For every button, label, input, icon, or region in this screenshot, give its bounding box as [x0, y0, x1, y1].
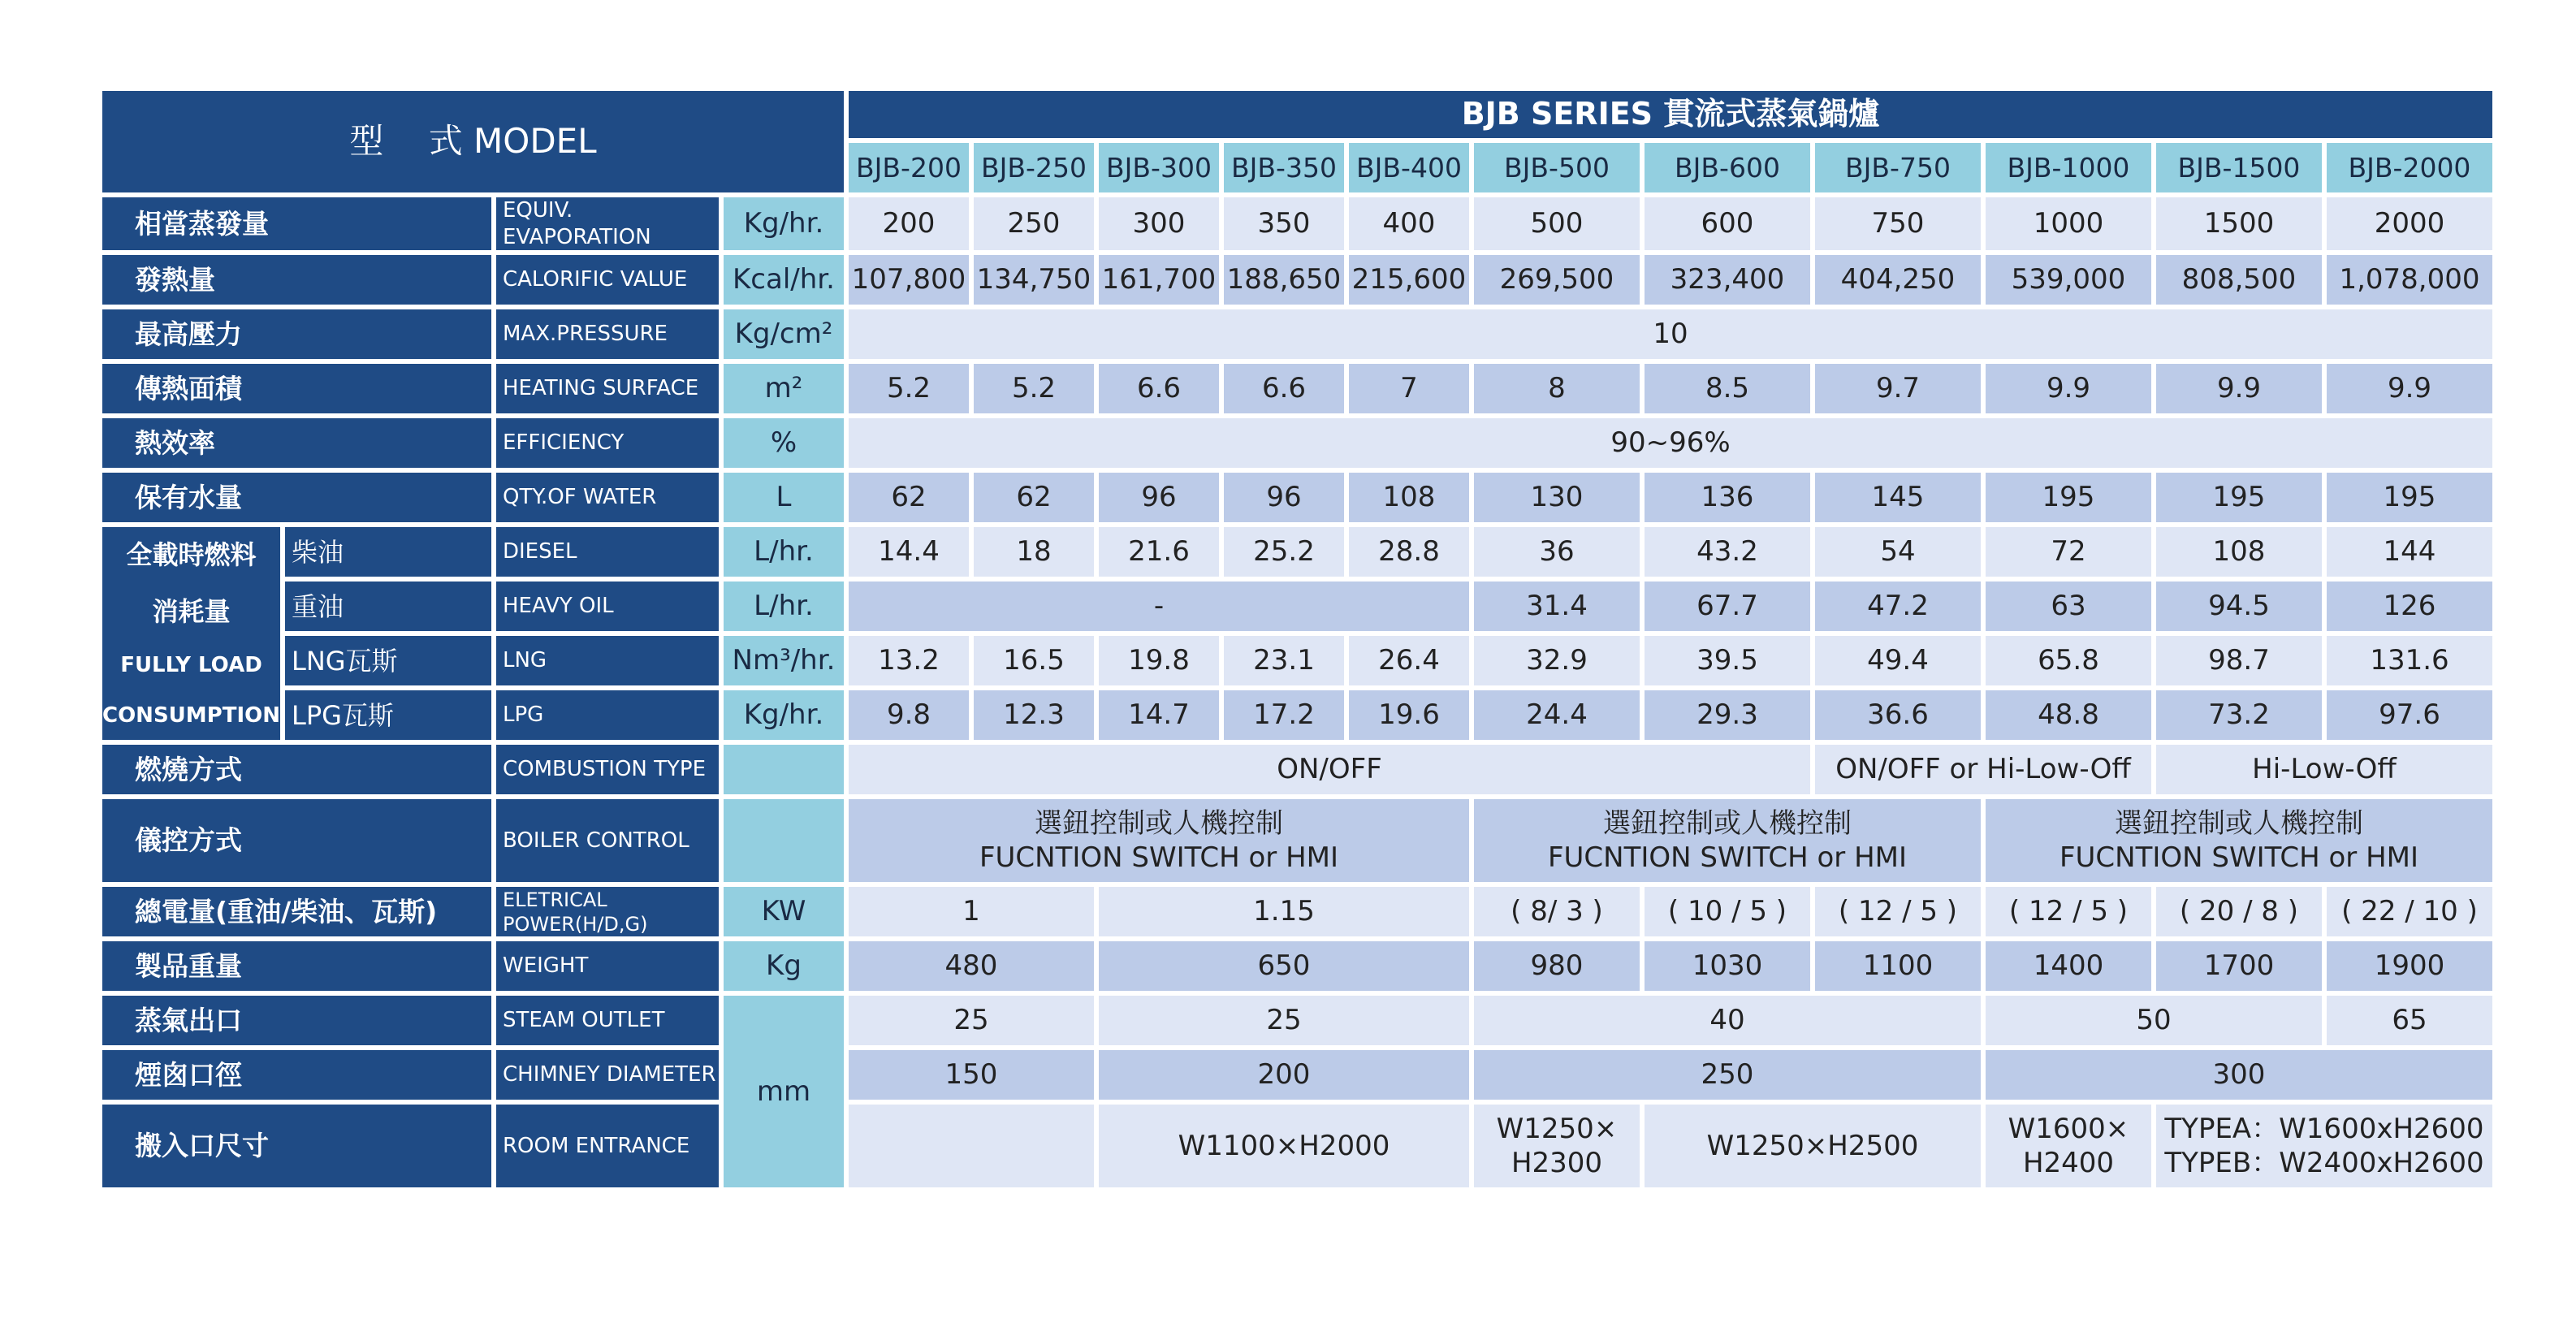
entrance-line: H2300 [1511, 1147, 1603, 1179]
value-cell: 90~96% [849, 418, 2492, 468]
entrance-line: TYPEB：W2400xH2600 [2164, 1147, 2484, 1179]
control-line-en: FUCNTION SWITCH or HMI [979, 841, 1339, 874]
value-cell: 12.3 [974, 690, 1094, 740]
value-cell: ( 10 / 5 ) [1645, 887, 1810, 936]
value-cell [1474, 1105, 1640, 1187]
value-cell: 750 [1815, 197, 1981, 250]
value-cell: 300 [1099, 197, 1219, 250]
entrance-line: TYPEA：W1600xH2600 [2164, 1112, 2484, 1145]
series-title: BJB SERIES 貫流式蒸氣鍋爐 [849, 91, 2492, 138]
value-cell: 54 [1815, 527, 1981, 577]
value-cell [2156, 1105, 2492, 1187]
value-cell: 136 [1645, 473, 1810, 522]
value-cell: 107,800 [849, 255, 969, 305]
value-cell: 96 [1224, 473, 1344, 522]
value-cell: 7 [1349, 364, 1469, 413]
value-cell: 269,500 [1474, 255, 1640, 305]
value-cell: 130 [1474, 473, 1640, 522]
value-cell: 808,500 [2156, 255, 2322, 305]
value-cell: 9.9 [1986, 364, 2151, 413]
value-cell: 161,700 [1099, 255, 1219, 305]
row-label-cn: LPG瓦斯 [285, 690, 491, 740]
row-unit: Kg/hr. [724, 197, 844, 250]
row-unit [724, 799, 844, 882]
value-cell: 215,600 [1349, 255, 1469, 305]
value-cell: 350 [1224, 197, 1344, 250]
value-cell: 1900 [2327, 941, 2492, 991]
row-label-en: LNG [496, 636, 719, 685]
row-unit: mm [724, 996, 844, 1187]
row-label-en: COMBUSTION TYPE [496, 745, 719, 794]
spec-table [97, 86, 2497, 1192]
value-cell: 49.4 [1815, 636, 1981, 685]
value-cell [1986, 799, 2492, 882]
value-cell: ( 20 / 8 ) [2156, 887, 2322, 936]
fuel-consumption-group-label [102, 527, 280, 740]
row-unit [724, 745, 844, 794]
value-cell: 1500 [2156, 197, 2322, 250]
group-label-en1: FULLY LOAD [120, 652, 262, 677]
value-cell: 63 [1986, 582, 2151, 631]
row-label-en: CHIMNEY DIAMETER [496, 1050, 719, 1100]
row-label-en: ELETRICAL POWER(H/D,G) [496, 887, 719, 936]
value-cell: 144 [2327, 527, 2492, 577]
row-label-cn: 柴油 [285, 527, 491, 577]
value-cell: 14.7 [1099, 690, 1219, 740]
row-label-cn: 儀控方式 [102, 799, 491, 882]
value-cell: 539,000 [1986, 255, 2151, 305]
value-cell: 50 [1986, 996, 2322, 1045]
model-name: BJB-750 [1815, 143, 1981, 192]
row-label-cn: 熱效率 [102, 418, 491, 468]
row-label-cn: 最高壓力 [102, 309, 491, 359]
value-cell: ( 12 / 5 ) [1986, 887, 2151, 936]
row-unit: Kcal/hr. [724, 255, 844, 305]
value-cell: 500 [1474, 197, 1640, 250]
row-label-en: MAX.PRESSURE [496, 309, 719, 359]
row-label-cn: 相當蒸發量 [102, 197, 491, 250]
value-cell: 24.4 [1474, 690, 1640, 740]
value-cell: ( 22 / 10 ) [2327, 887, 2492, 936]
value-cell: 145 [1815, 473, 1981, 522]
value-cell: 9.9 [2327, 364, 2492, 413]
value-cell: 40 [1474, 996, 1981, 1045]
value-cell: - [849, 582, 1469, 631]
row-label-en: HEATING SURFACE [496, 364, 719, 413]
value-cell: 73.2 [2156, 690, 2322, 740]
value-cell: 9.7 [1815, 364, 1981, 413]
value-cell: 200 [1099, 1050, 1469, 1100]
model-name: BJB-250 [974, 143, 1094, 192]
row-label-cn: 蒸氣出口 [102, 996, 491, 1045]
value-cell: 195 [2156, 473, 2322, 522]
value-cell: 9.8 [849, 690, 969, 740]
row-label-en: STEAM OUTLET [496, 996, 719, 1045]
row-label-cn: 保有水量 [102, 473, 491, 522]
value-cell: W1250×H2500 [1645, 1105, 1981, 1187]
model-header: 型 式 MODEL [102, 91, 844, 192]
value-cell: 23.1 [1224, 636, 1344, 685]
row-unit: Kg/cm² [724, 309, 844, 359]
row-unit: m² [724, 364, 844, 413]
row-unit: L [724, 473, 844, 522]
model-name: BJB-1000 [1986, 143, 2151, 192]
group-label-cn1: 全載時燃料 [126, 538, 257, 570]
row-label-en: ROOM ENTRANCE [496, 1105, 719, 1187]
group-label-cn2: 消耗量 [152, 595, 231, 627]
model-name: BJB-350 [1224, 143, 1344, 192]
value-cell: 131.6 [2327, 636, 2492, 685]
row-label-en: QTY.OF WATER [496, 473, 719, 522]
value-cell: 1 [849, 887, 1094, 936]
row-label-en: EFFICIENCY [496, 418, 719, 468]
value-cell: W1100×H2000 [1099, 1105, 1469, 1187]
value-cell: 5.2 [849, 364, 969, 413]
value-cell: ( 8/ 3 ) [1474, 887, 1640, 936]
value-cell: 195 [1986, 473, 2151, 522]
value-cell: 32.9 [1474, 636, 1640, 685]
value-cell: 404,250 [1815, 255, 1981, 305]
value-cell: 250 [974, 197, 1094, 250]
row-label-cn: 煙囪口徑 [102, 1050, 491, 1100]
value-cell: 14.4 [849, 527, 969, 577]
row-unit: Kg [724, 941, 844, 991]
value-cell: 323,400 [1645, 255, 1810, 305]
model-name: BJB-300 [1099, 143, 1219, 192]
row-label-en: BOILER CONTROL [496, 799, 719, 882]
value-cell: 650 [1099, 941, 1469, 991]
row-unit: Nm³/hr. [724, 636, 844, 685]
value-cell: 8 [1474, 364, 1640, 413]
value-cell: 47.2 [1815, 582, 1981, 631]
row-label-cn: 搬入口尺寸 [102, 1105, 491, 1187]
control-line-en: FUCNTION SWITCH or HMI [2059, 841, 2419, 874]
value-cell: 9.9 [2156, 364, 2322, 413]
value-cell [1986, 1105, 2151, 1187]
value-cell: 13.2 [849, 636, 969, 685]
value-cell: 108 [2156, 527, 2322, 577]
model-name: BJB-200 [849, 143, 969, 192]
value-cell: 16.5 [974, 636, 1094, 685]
value-cell: 65.8 [1986, 636, 2151, 685]
value-cell: 97.6 [2327, 690, 2492, 740]
value-cell: 62 [849, 473, 969, 522]
row-label-en: HEAVY OIL [496, 582, 719, 631]
value-cell: Hi-Low-Off [2156, 745, 2492, 794]
row-label-cn: 重油 [285, 582, 491, 631]
value-cell: 36 [1474, 527, 1640, 577]
model-name: BJB-400 [1349, 143, 1469, 192]
row-label-en: DIESEL [496, 527, 719, 577]
value-cell: 980 [1474, 941, 1640, 991]
value-cell: 43.2 [1645, 527, 1810, 577]
value-cell: 480 [849, 941, 1094, 991]
row-label-cn: LNG瓦斯 [285, 636, 491, 685]
entrance-line: W1600× [2008, 1112, 2129, 1145]
value-cell: 62 [974, 473, 1094, 522]
value-cell: 1030 [1645, 941, 1810, 991]
value-cell: 72 [1986, 527, 2151, 577]
row-label-en: CALORIFIC VALUE [496, 255, 719, 305]
control-line-en: FUCNTION SWITCH or HMI [1547, 841, 1908, 874]
value-cell: 5.2 [974, 364, 1094, 413]
model-name: BJB-1500 [2156, 143, 2322, 192]
value-cell: 21.6 [1099, 527, 1219, 577]
value-cell [1474, 799, 1981, 882]
value-cell: 600 [1645, 197, 1810, 250]
row-unit: % [724, 418, 844, 468]
value-cell: 300 [1986, 1050, 2492, 1100]
model-name: BJB-2000 [2327, 143, 2492, 192]
value-cell: 126 [2327, 582, 2492, 631]
row-unit: Kg/hr. [724, 690, 844, 740]
row-label-cn: 傳熱面積 [102, 364, 491, 413]
row-label-cn: 總電量(重油/柴油、瓦斯) [102, 887, 491, 936]
value-cell [849, 1105, 1094, 1187]
value-cell: ( 12 / 5 ) [1815, 887, 1981, 936]
value-cell: 67.7 [1645, 582, 1810, 631]
value-cell: 400 [1349, 197, 1469, 250]
entrance-line: W1250× [1496, 1112, 1618, 1145]
row-label-en: WEIGHT [496, 941, 719, 991]
value-cell: 65 [2327, 996, 2492, 1045]
value-cell [849, 799, 1469, 882]
value-cell: 6.6 [1224, 364, 1344, 413]
row-label-cn: 製品重量 [102, 941, 491, 991]
value-cell: 2000 [2327, 197, 2492, 250]
value-cell: 1400 [1986, 941, 2151, 991]
value-cell: 1100 [1815, 941, 1981, 991]
control-line-cn: 選鈕控制或人機控制 [1034, 806, 1283, 840]
control-line-cn: 選鈕控制或人機控制 [1602, 806, 1852, 840]
value-cell: 150 [849, 1050, 1094, 1100]
model-name: BJB-600 [1645, 143, 1810, 192]
value-cell: 6.6 [1099, 364, 1219, 413]
control-line-cn: 選鈕控制或人機控制 [2114, 806, 2363, 840]
value-cell: 188,650 [1224, 255, 1344, 305]
row-label-en: EQUIV. EVAPORATION [496, 197, 719, 250]
row-unit: L/hr. [724, 582, 844, 631]
value-cell: 134,750 [974, 255, 1094, 305]
value-cell: 31.4 [1474, 582, 1640, 631]
value-cell: 19.6 [1349, 690, 1469, 740]
value-cell: 19.8 [1099, 636, 1219, 685]
model-name: BJB-500 [1474, 143, 1640, 192]
value-cell: 10 [849, 309, 2492, 359]
value-cell: 39.5 [1645, 636, 1810, 685]
value-cell: 1.15 [1099, 887, 1469, 936]
value-cell: 17.2 [1224, 690, 1344, 740]
value-cell: 25 [1099, 996, 1469, 1045]
row-label-cn: 發熱量 [102, 255, 491, 305]
value-cell: 98.7 [2156, 636, 2322, 685]
value-cell: 195 [2327, 473, 2492, 522]
value-cell: 8.5 [1645, 364, 1810, 413]
group-label-en2: CONSUMPTION [102, 703, 280, 728]
value-cell: 25 [849, 996, 1094, 1045]
value-cell: 96 [1099, 473, 1219, 522]
entrance-line: H2400 [2022, 1147, 2115, 1179]
value-cell: 26.4 [1349, 636, 1469, 685]
value-cell: 36.6 [1815, 690, 1981, 740]
value-cell: 94.5 [2156, 582, 2322, 631]
value-cell: ON/OFF or Hi-Low-Off [1815, 745, 2151, 794]
value-cell: 1,078,000 [2327, 255, 2492, 305]
row-unit: KW [724, 887, 844, 936]
row-unit: L/hr. [724, 527, 844, 577]
value-cell: ON/OFF [849, 745, 1810, 794]
value-cell: 1000 [1986, 197, 2151, 250]
value-cell: 1700 [2156, 941, 2322, 991]
value-cell: 48.8 [1986, 690, 2151, 740]
value-cell: 18 [974, 527, 1094, 577]
row-label-cn: 燃燒方式 [102, 745, 491, 794]
value-cell: 29.3 [1645, 690, 1810, 740]
value-cell: 200 [849, 197, 969, 250]
value-cell: 25.2 [1224, 527, 1344, 577]
value-cell: 108 [1349, 473, 1469, 522]
row-label-en: LPG [496, 690, 719, 740]
value-cell: 250 [1474, 1050, 1981, 1100]
value-cell: 28.8 [1349, 527, 1469, 577]
